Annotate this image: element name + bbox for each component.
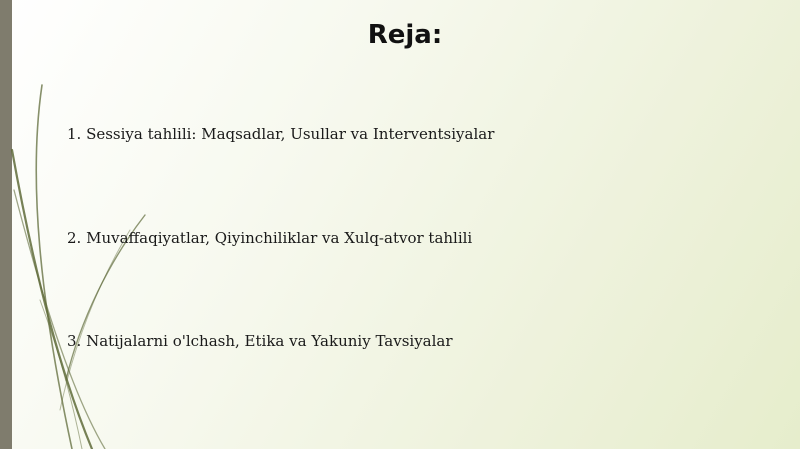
slide-title: Reja:: [367, 20, 443, 50]
plant-stem-decoration: [0, 0, 160, 449]
agenda-item-1: 1. Sessiya tahlili: Maqsadlar, Usullar va Interventsiyalar: [67, 125, 495, 143]
agenda-item-3: 3. Natijalarni o'lchash, Etika va Yakuniy Tavsiyalar: [67, 332, 453, 350]
left-accent-bar: [0, 0, 12, 449]
agenda-item-2: 2. Muvaffaqiyatlar, Qiyinchiliklar va Xulq-atvor tahlili: [67, 229, 473, 247]
